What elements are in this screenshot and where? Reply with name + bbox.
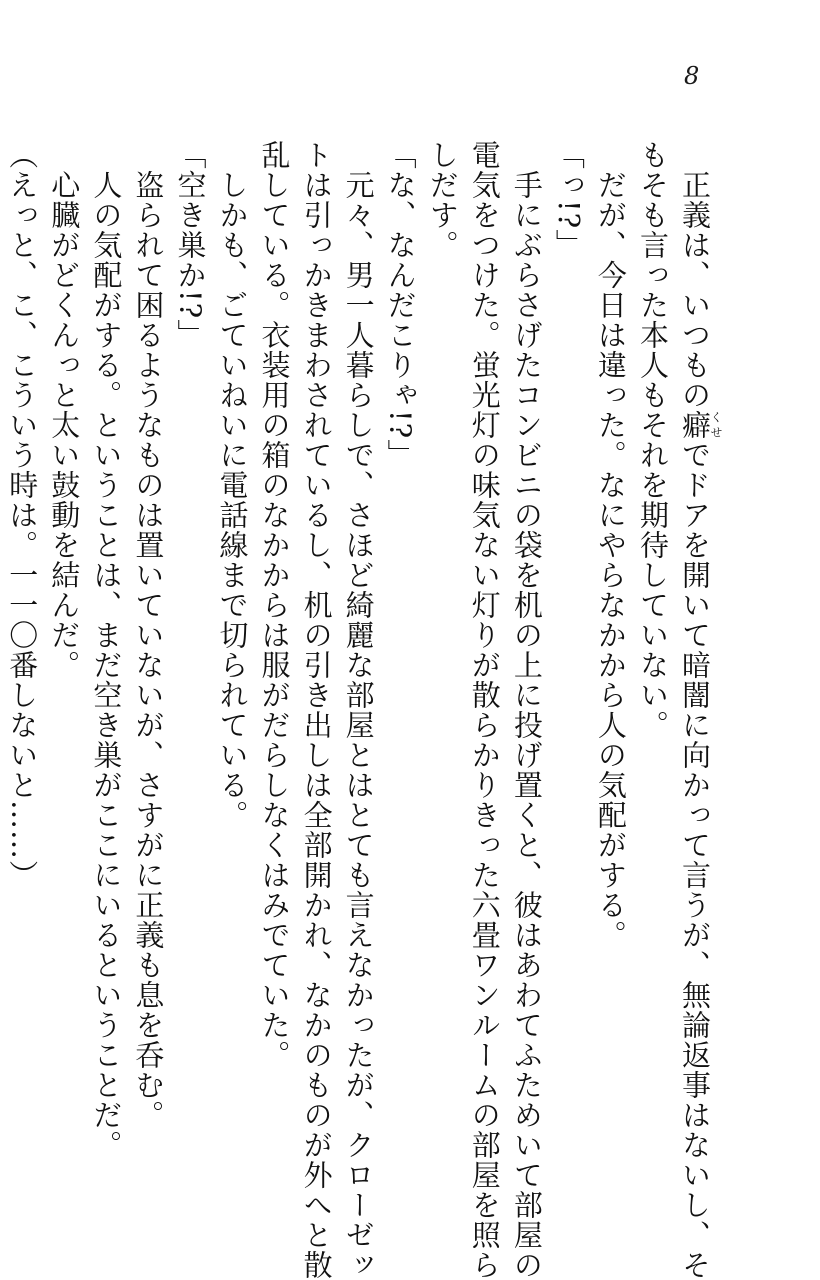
- text-line-11: 乱している。衣装用の箱のなかからは服がだらしなくはみでていた。: [257, 140, 292, 1070]
- text-line-4: 「っ!?」: [551, 140, 586, 260]
- text-line-1: [674, 140, 723, 1280]
- text-line-14: 盗られて困るようなものは置いていないが、さすがに正義も息を呑む。: [131, 140, 166, 1130]
- page-number: 8: [684, 62, 700, 90]
- text-line-7: しだす。: [425, 140, 460, 260]
- ruby-reading: くせ: [709, 410, 723, 440]
- text-line-8: 「な、なんだこりゃ!?」: [383, 140, 418, 470]
- text-line-9: 元々、男一人暮らしで、さほど綺麗な部屋とはとても言えなかったが、クローゼッ: [341, 140, 376, 1280]
- text-line-1-start: 正義は、いつもの: [678, 140, 712, 410]
- text-line-2: もそも言った本人もそれを期待していない。: [635, 140, 670, 740]
- text-line-10: トは引っかきまわされているし、机の引き出しは全部開かれ、なかのものが外へと散: [299, 140, 334, 1280]
- text-line-13: 「空き巣か!?」: [173, 140, 208, 350]
- text-line-5: 手にぶらさげたコンビニの袋を机の上に投げ置くと、彼はあわてふためいて部屋の: [509, 140, 544, 1280]
- ruby-kuse: [678, 410, 723, 440]
- text-line-1-end: でドアを開いて暗闇に向かって言うが、無論返事はないし、そ: [678, 440, 712, 1280]
- text-line-6: 電気をつけた。蛍光灯の味気ない灯りが散らかりきった六畳ワンルームの部屋を照ら: [467, 140, 502, 1280]
- text-line-15: 人の気配がする。ということは、まだ空き巣がここにいるということだ。: [89, 140, 124, 1160]
- text-line-16: 心臓がどくんっと太い鼓動を結んだ。: [47, 140, 82, 680]
- vertical-text-body: [1, 140, 723, 1280]
- text-line-12: しかも、ごていねいに電話線まで切られている。: [215, 140, 250, 830]
- text-line-3: だが、今日は違った。なにやらなかから人の気配がする。: [593, 140, 628, 950]
- ruby-base: 癖: [678, 410, 712, 440]
- text-line-17: （えっと、こ、こういう時は。一一〇番しないと……）: [5, 140, 40, 890]
